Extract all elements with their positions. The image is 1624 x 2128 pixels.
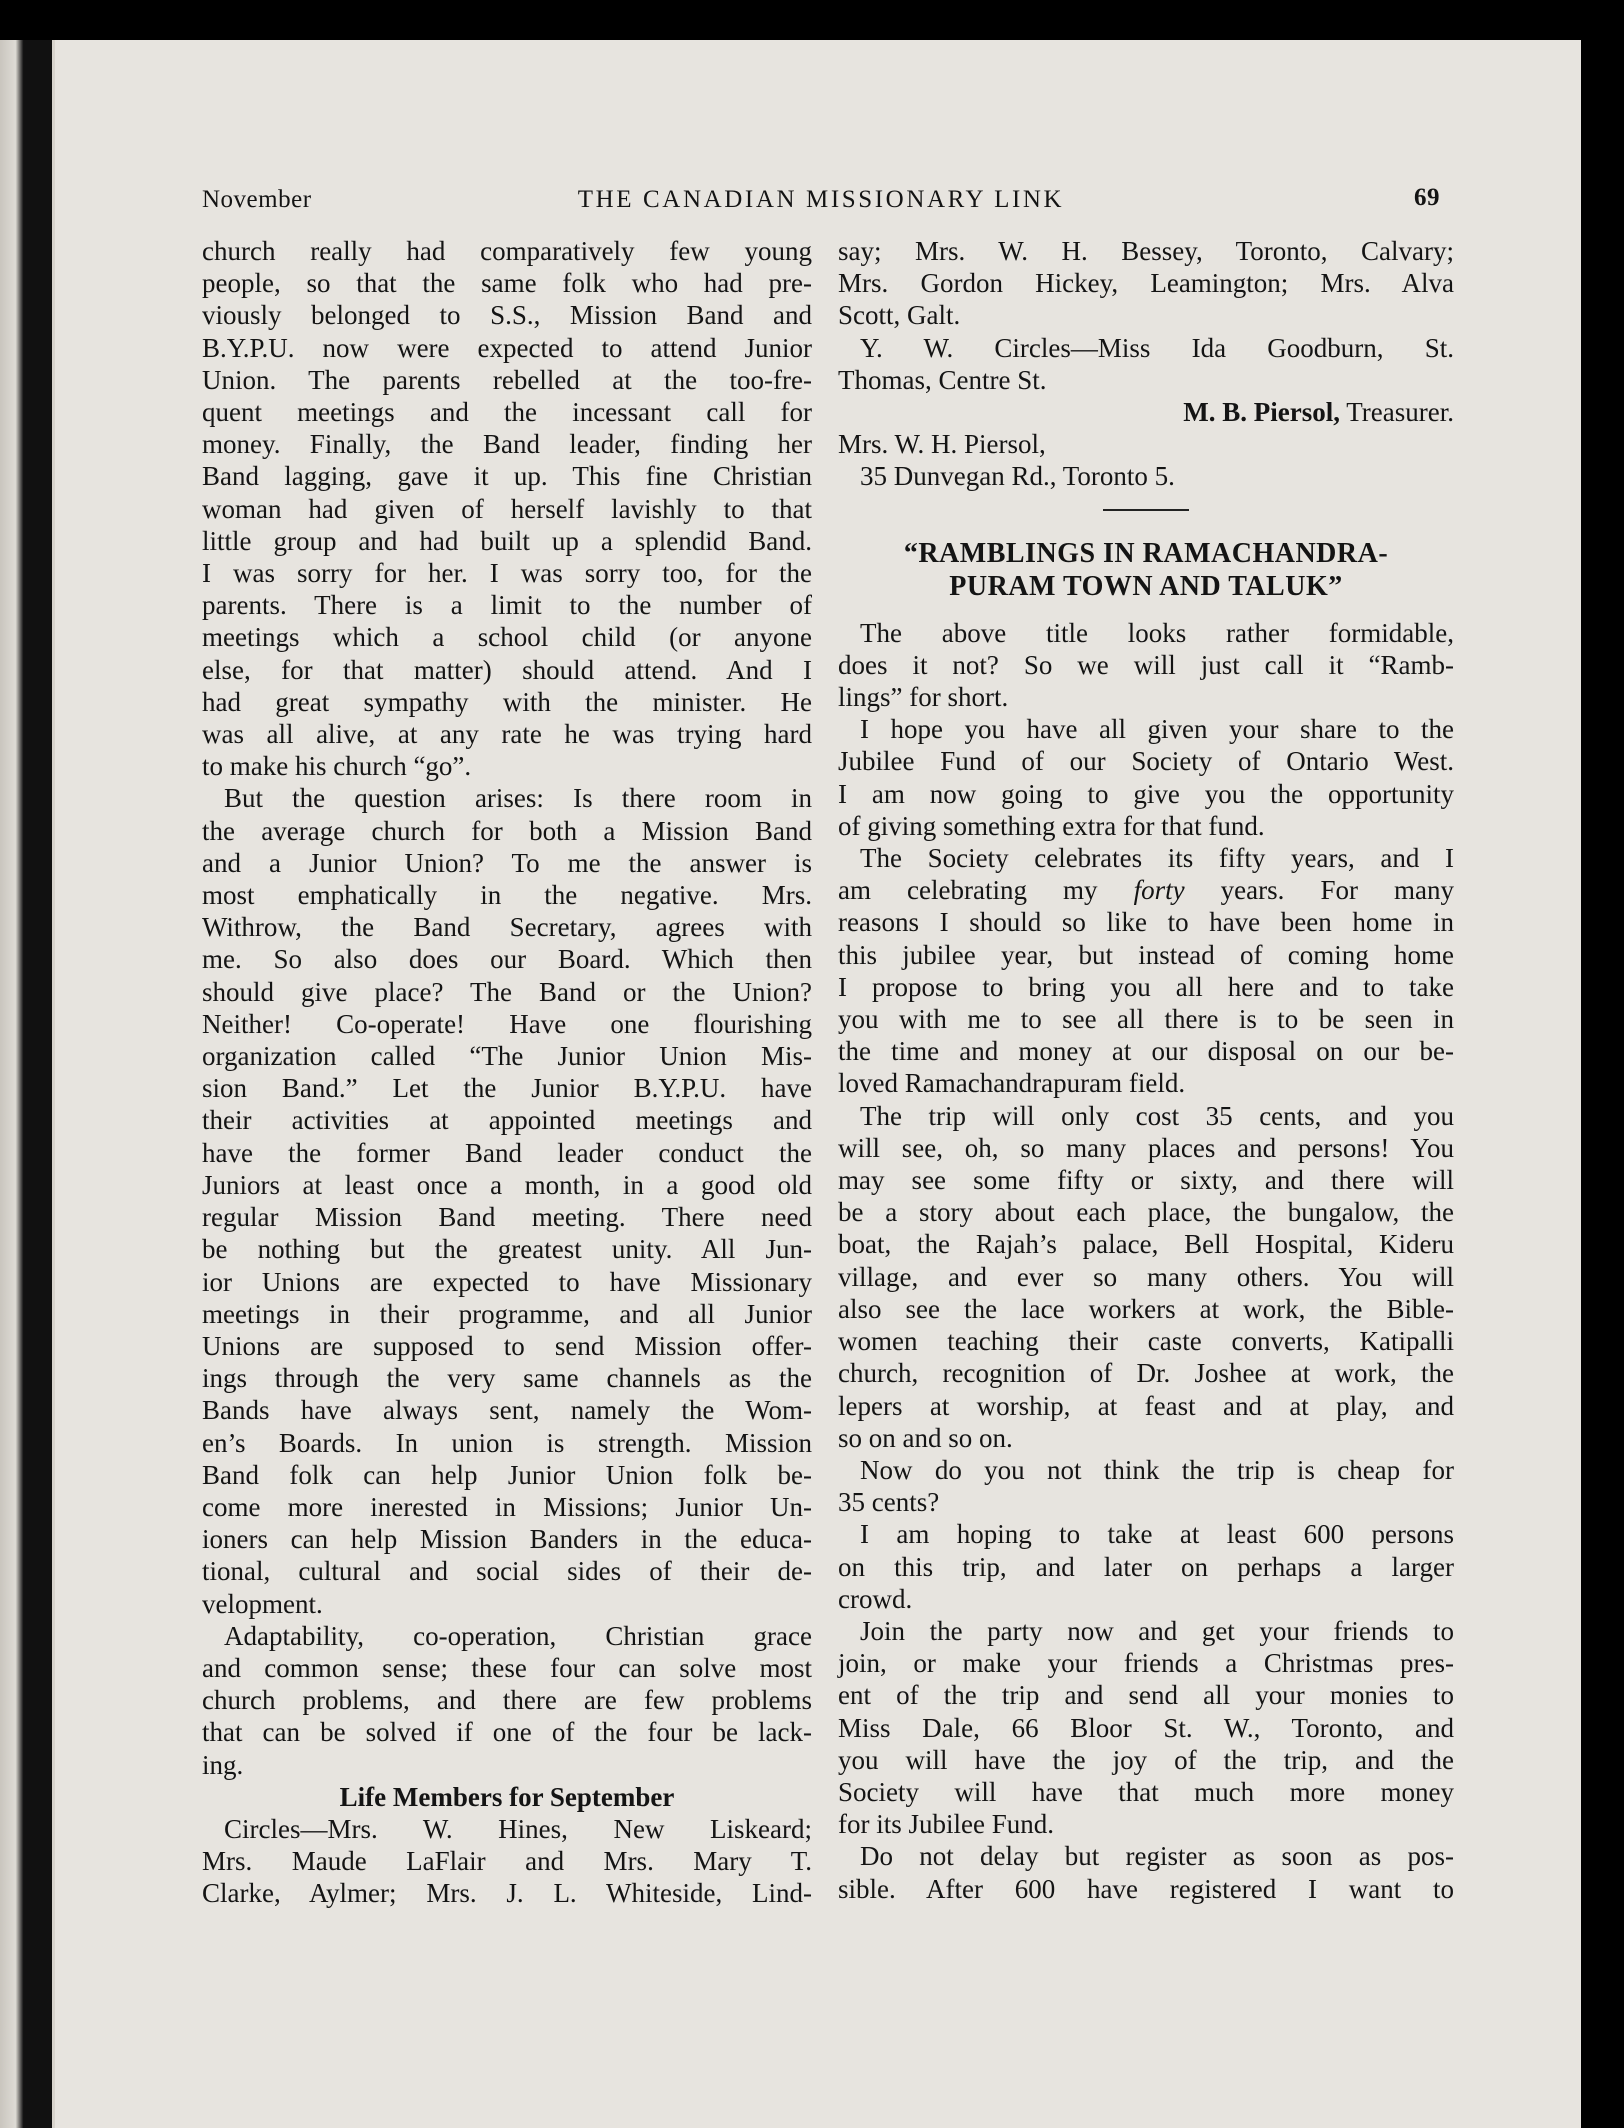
right-column: [838, 235, 1454, 1905]
text-line: to make his church “go”.: [202, 751, 472, 782]
text-line: village, and ever so many others. You will: [838, 1261, 1454, 1292]
text-line: Union. The parents rebelled at the too-fre-: [202, 364, 812, 395]
text-line: ent of the trip and send all your monies to: [838, 1680, 1454, 1711]
paragraph-right-4: [838, 1100, 1454, 1454]
text-line: so on and so on.: [838, 1422, 1013, 1453]
text-line: also see the lace workers at work, the Bible-: [838, 1293, 1454, 1324]
text-line: the average church for both a Mission Band: [202, 815, 812, 846]
text-line: The trip will only cost 35 cents, and you: [860, 1100, 1454, 1131]
text-line: ing.: [202, 1749, 244, 1780]
text-line: else, for that matter) should attend. And I: [202, 654, 812, 685]
text-line: money. Finally, the Band leader, finding her: [202, 429, 812, 460]
text-line: Mrs. Maude LaFlair and Mrs. Mary T.: [202, 1846, 812, 1877]
section-divider: [1103, 509, 1189, 511]
text-line: Neither! Co-operate! Have one flourishing: [202, 1008, 812, 1039]
text-line: little group and had built up a splendid Band.: [202, 525, 812, 556]
text-line: most emphatically in the negative. Mrs.: [202, 880, 812, 911]
text-line: that can be solved if one of the four be lack-: [202, 1717, 812, 1748]
paragraph-right-5: [838, 1454, 1454, 1518]
book-spine: [0, 40, 52, 2128]
signature-name: M. B. Piersol,: [1183, 397, 1340, 428]
text-line: say; Mrs. W. H. Bessey, Toronto, Calvary;: [838, 236, 1454, 266]
header-page-number: 69: [1414, 184, 1440, 211]
text-line: Clarke, Aylmer; Mrs. J. L. Whiteside, Lind-: [202, 1878, 812, 1909]
text-line: have the former Band leader conduct the: [202, 1137, 812, 1168]
text-line: Juniors at least once a month, in a good old: [202, 1169, 812, 1200]
text-line: meetings in their programme, and all Junior: [202, 1298, 812, 1329]
text-line: I hope you have all given your share to the: [860, 714, 1454, 745]
text-line: [838, 874, 1454, 906]
text-line: may see some fifty or sixty, and there will: [838, 1165, 1454, 1196]
text-line: church, recognition of Dr. Joshee at work, the: [838, 1358, 1454, 1389]
text-line: Unions are supposed to send Mission offer-: [202, 1330, 812, 1361]
text-line: does it not? So we will just call it “Ramb-: [838, 649, 1454, 680]
signature-role: Treasurer.: [1346, 397, 1454, 428]
text-line: Bands have always sent, namely the Wom-: [202, 1395, 812, 1426]
text-line: organization called “The Junior Union Mis-: [202, 1041, 812, 1072]
article-title: [838, 537, 1454, 603]
text-line: velopment.: [202, 1588, 323, 1619]
text-line: Circles—Mrs. W. Hines, New Liskeard;: [224, 1813, 812, 1844]
text-line: The above title looks rather formidable,: [860, 617, 1454, 648]
text-line: The Society celebrates its fifty years, and I: [860, 843, 1454, 874]
text-line: and a Junior Union? To me the answer is: [202, 847, 812, 878]
text-line: was all alive, at any rate he was trying hard: [202, 719, 812, 750]
text-line: Band folk can help Junior Union folk be-: [202, 1459, 812, 1490]
life-members-heading: Life Members for September: [339, 1781, 675, 1812]
paragraph-right-6: [838, 1518, 1454, 1615]
text-line: parents. There is a limit to the number of: [202, 590, 812, 621]
text-line: sion Band.” Let the Junior B.Y.P.U. have: [202, 1073, 812, 1104]
text-line: women teaching their caste converts, Katipalli: [838, 1326, 1454, 1357]
text-line: lings” for short.: [838, 682, 1009, 713]
text-line: B.Y.P.U. now were expected to attend Junior: [202, 332, 812, 363]
text-line: lepers at worship, at feast and at play, and: [838, 1390, 1454, 1421]
text-line: the time and money at our disposal on our be-: [838, 1036, 1454, 1067]
text-line: I am hoping to take at least 600 persons: [860, 1519, 1454, 1550]
header-month: November: [202, 186, 312, 213]
text-line: church problems, and there are few problems: [202, 1685, 812, 1716]
text-line: Society will have that much more money: [838, 1776, 1454, 1807]
text-line: for its Jubilee Fund.: [838, 1809, 1054, 1840]
text-line: their activities at appointed meetings and: [202, 1105, 812, 1136]
paragraph-right-3: [838, 842, 1454, 1100]
yw-circles: [838, 332, 1454, 396]
text-line: ior Unions are expected to have Missionary: [202, 1266, 812, 1297]
text-line: be a story about each place, the bungalow, the: [838, 1197, 1454, 1228]
text-line: ings through the very same channels as the: [202, 1363, 812, 1394]
text-line: I am now going to give you the opportunity: [838, 778, 1454, 809]
paragraph-right-2: [838, 713, 1454, 842]
text-line: on this trip, and later on perhaps a larger: [838, 1551, 1454, 1582]
text-line: meetings which a school child (or anyone: [202, 622, 812, 653]
text-line: Band lagging, gave it up. This fine Christian: [202, 461, 812, 492]
text-line: be nothing but the greatest unity. All Jun-: [202, 1234, 812, 1265]
text-line: Do not delay but register as soon as pos-: [860, 1841, 1454, 1872]
text-line: me. So also does our Board. Which then: [202, 944, 812, 975]
life-members-list: [202, 1813, 812, 1910]
left-column: [202, 235, 812, 1910]
paragraph-right-1: [838, 617, 1454, 714]
text-line: of giving something extra for that fund.: [838, 810, 1265, 841]
header-title: THE CANADIAN MISSIONARY LINK: [577, 186, 1065, 213]
paragraph-right-8: [838, 1840, 1454, 1904]
text-line: this jubilee year, but instead of coming home: [838, 939, 1454, 970]
text-line: should give place? The Band or the Union?: [202, 976, 812, 1007]
text-line: 35 cents?: [838, 1487, 940, 1518]
text-line: quent meetings and the incessant call for: [202, 397, 812, 428]
life-members-continued: [838, 235, 1454, 332]
text-line: Jubilee Fund of our Society of Ontario West.: [838, 746, 1454, 777]
running-header: [202, 178, 1440, 222]
text-line: regular Mission Band meeting. There need: [202, 1202, 812, 1233]
text-line: boat, the Rajah’s palace, Bell Hospital, Kideru: [838, 1229, 1454, 1260]
treasurer-signature: [838, 396, 1454, 428]
text-line: come more inerested in Missions; Junior Un-: [202, 1491, 812, 1522]
text-line: church really had comparatively few young: [202, 236, 812, 266]
emphasis-forty: forty: [1133, 875, 1185, 906]
text-line: I was sorry for her. I was sorry too, for the: [202, 558, 812, 589]
text-line: sible. After 600 have registered I want to: [838, 1873, 1454, 1904]
text-line: people, so that the same folk who had pre-: [202, 268, 812, 299]
text-line: en’s Boards. In union is strength. Mission: [202, 1427, 812, 1458]
text-line: crowd.: [838, 1583, 913, 1614]
article-title-line: “RAMBLINGS IN RAMACHANDRA-: [903, 537, 1389, 569]
text-line: had great sympathy with the minister. He: [202, 686, 812, 717]
text-line: join, or make your friends a Christmas pres-: [838, 1648, 1454, 1679]
text-line: viously belonged to S.S., Mission Band and: [202, 300, 812, 331]
spacer: [838, 603, 1454, 617]
text-line: Now do you not think the trip is cheap for: [860, 1454, 1454, 1485]
text-line: reasons I should so like to have been home in: [838, 907, 1454, 938]
text-line: tional, cultural and social sides of their de-: [202, 1556, 812, 1587]
text-line: you will have the joy of the trip, and the: [838, 1744, 1454, 1775]
text-line: will see, oh, so many places and persons! You: [838, 1132, 1454, 1163]
paragraph-left-3: [202, 1620, 812, 1781]
text-line: ioners can help Mission Banders in the educa-: [202, 1524, 812, 1555]
address-line: Mrs. W. H. Piersol,: [838, 429, 1046, 460]
text-line: Withrow, the Band Secretary, agrees with: [202, 912, 812, 943]
text-line: Scott, Galt.: [838, 300, 961, 331]
text-line: woman had given of herself lavishly to that: [202, 493, 812, 524]
text-line: Join the party now and get your friends to: [860, 1615, 1454, 1646]
text-line: Y. W. Circles—Miss Ida Goodburn, St.: [860, 332, 1454, 363]
text-line: loved Ramachandrapuram field.: [838, 1068, 1186, 1099]
text-line: Miss Dale, 66 Bloor St. W., Toronto, and: [838, 1712, 1454, 1743]
paragraph-left-2: [202, 782, 812, 1619]
text-line: Thomas, Centre St.: [838, 364, 1047, 395]
paragraph-left-1: [202, 235, 812, 782]
address-line: 35 Dunvegan Rd., Toronto 5.: [860, 461, 1175, 492]
article-title-line: PURAM TOWN AND TALUK”: [949, 570, 1343, 602]
text-line: Mrs. Gordon Hickey, Leamington; Mrs. Alva: [838, 268, 1454, 299]
text-line: you with me to see all there is to be seen in: [838, 1004, 1454, 1035]
text-line: But the question arises: Is there room in: [224, 783, 812, 814]
paragraph-right-7: [838, 1615, 1454, 1840]
text-run: am celebrating my: [838, 875, 1134, 906]
text-line: Adaptability, co-operation, Christian grace: [224, 1620, 812, 1651]
text-run: years. For many: [1184, 875, 1454, 906]
text-line: and common sense; these four can solve most: [202, 1652, 812, 1683]
text-line: I propose to bring you all here and to take: [838, 971, 1454, 1002]
